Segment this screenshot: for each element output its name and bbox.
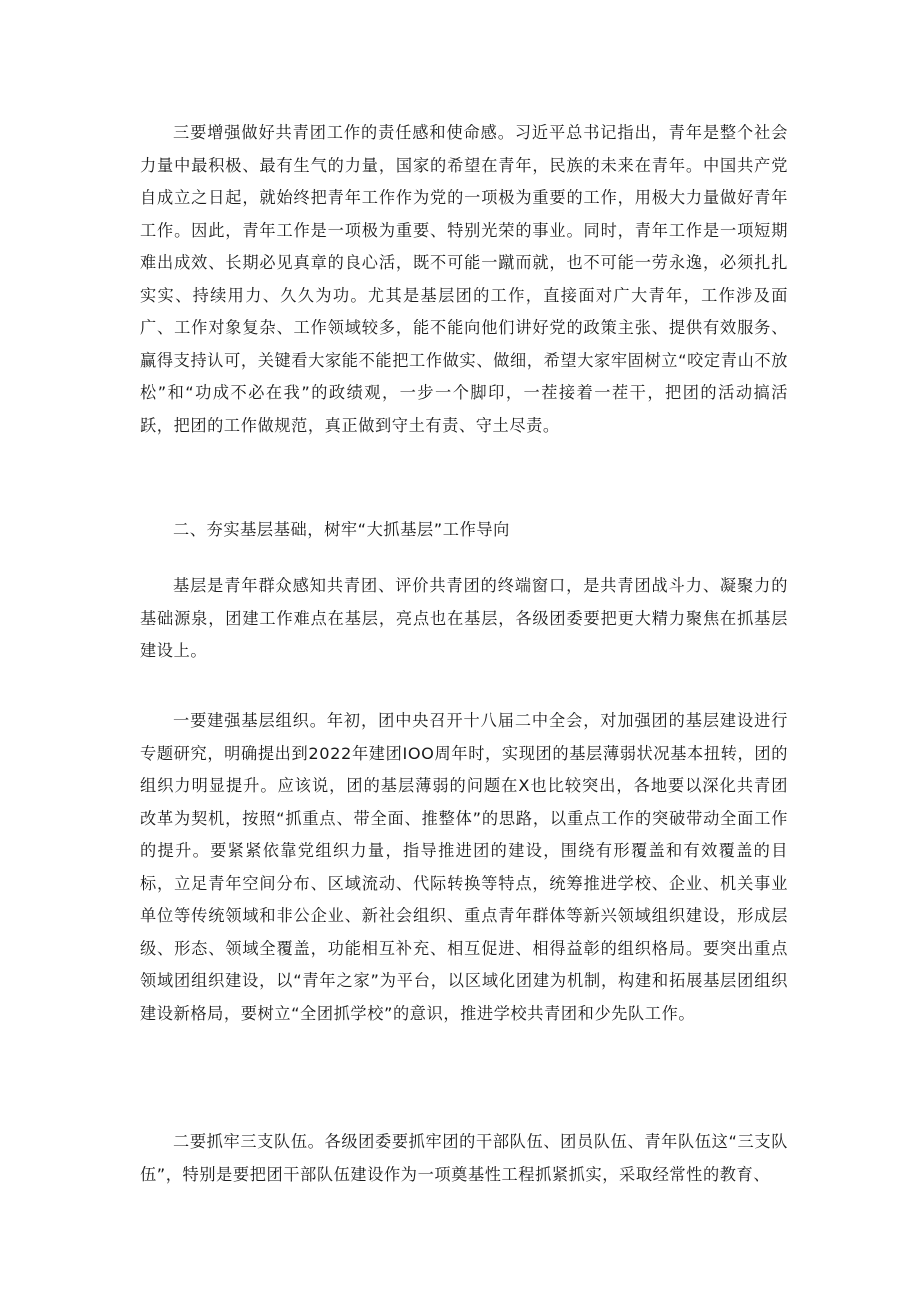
paragraph-4: 二要抓牢三支队伍。各级团委要抓牢团的干部队伍、团员队伍、青年队伍这“三支队伍”，特别是要把团干部队伍建设作为一项奠基性工程抓紧抓实，采取经常性的教育、 [140, 1132, 788, 1184]
paragraph-1: 三要增强做好共青团工作的责任感和使命感。习近平总书记指出，青年是整个社会力量中最积极、最有生气的力量，国家的希望在青年，民族的未来在青年。中国共产党自成立之日起，就始终把青年工作作为党的一项极为重要的工作，用极大力量做好青年工作。因此，青年工作是一项极为重要、特别光荣的事业。同时，青年工作是一项短期难出成效、长期必见真章的良心活，既不可能一蹴而就，也不可能一劳永逸，必须扎扎实实、持续用力、久久为功。尤其是基层团的工作，直接面对广大青年，工作涉及面广、工作对象复杂、工作领域较多，能不能向他们讲好党的政策主张、提供有效服务、赢得支持认可，关键看大家能不能把工作做实、做细，希望大家牢固树立“咬定青山不放松”和“功成不必在我”的政绩观，一步一个脚印，一茬接着一茬干，把团的活动搞活跃，把团的工作做规范，真正做到守土有责、守土尽责。 [140, 123, 788, 435]
paragraph-3: 一要建强基层组织。年初，团中央召开十八届二中全会，对加强团的基层建设进行专题研究，明确提出到2022年建团IOO周年时，实现团的基层薄弱状况基本扭转，团的组织力明显提升。应该说，团的基层薄弱的问题在X也比较突出，各地要以深化共青团改革为契机，按照“抓重点、带全面、推整体”的思路，以重点工作的突破带动全面工作的提升。要紧紧依靠党组织力量，指导推进团的建设，围绕有形覆盖和有效覆盖的目标，立足青年空间分布、区域流动、代际转换等特点，统筹推进学校、企业、机关事业单位等传统领域和非公企业、新社会组织、重点青年群体等新兴领域组织建设，形成层级、形态、领域全覆盖，功能相互补充、相互促进、相得益彰的组织格局。要突出重点领域团组织建设，以“青年之家”为平台，以区域化团建为机制，构建和拓展基层团组织建设新格局，要树立“全团抓学校”的意识，推进学校共青团和少先队工作。 [140, 711, 788, 1023]
section-heading-block [140, 514, 788, 547]
paragraph-1-block [140, 117, 788, 442]
paragraph-2: 基层是青年群众感知共青团、评价共青团的终端窗口，是共青团战斗力、凝聚力的基础源泉，团建工作难点在基层，亮点也在基层，各级团委要把更大精力聚焦在抓基层建设上。 [140, 576, 788, 660]
paragraph-4-block [140, 1126, 788, 1191]
paragraph-3-block [140, 705, 788, 1030]
section-heading: 二、夯实基层基础，树牢“大抓基层”工作导向 [173, 520, 510, 539]
paragraph-2-block [140, 570, 788, 668]
